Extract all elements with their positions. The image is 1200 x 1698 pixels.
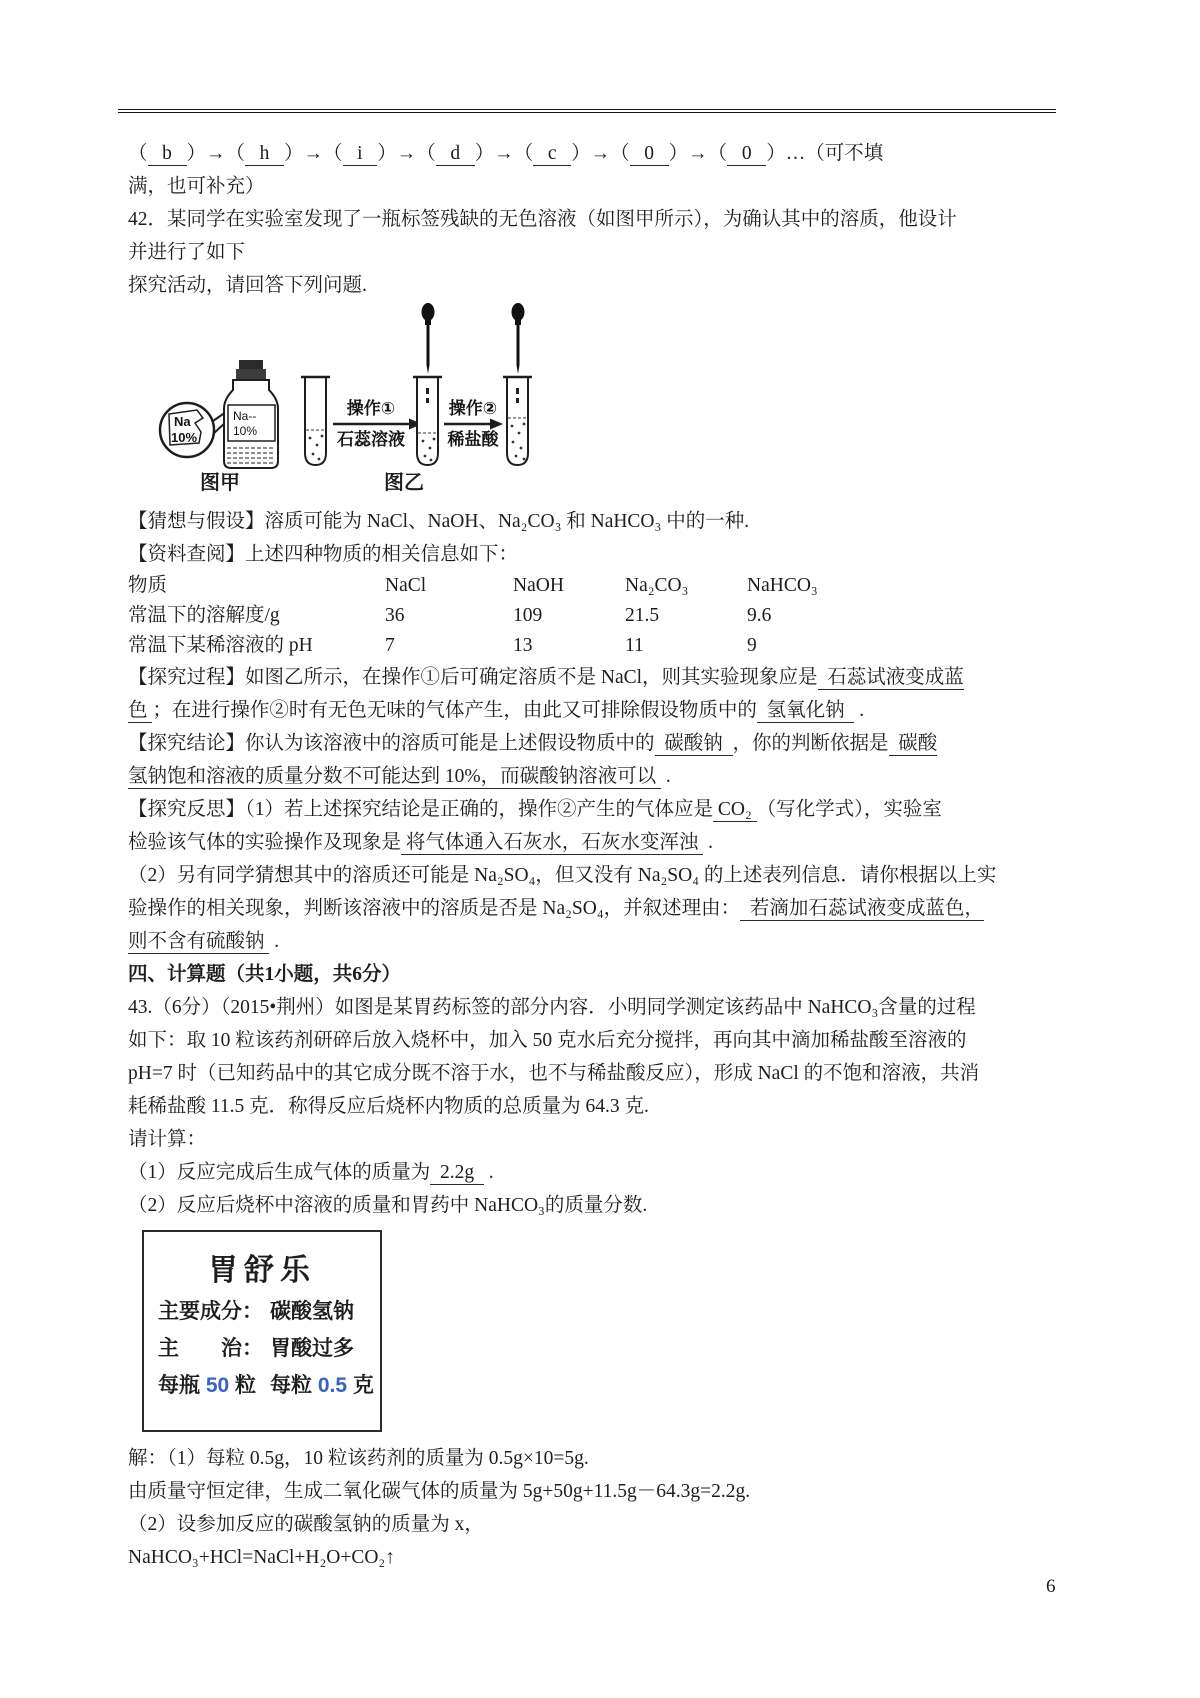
operation-2-reagent-label: 稀盐酸 (447, 430, 499, 449)
text-segment: 碳酸 (888, 733, 938, 754)
table-cell: 36 (385, 605, 405, 626)
text-segment: 50 (205, 1374, 230, 1397)
magnifier-icon (160, 403, 226, 457)
operation-1-arrow (333, 398, 422, 449)
text-segment: 0 (727, 143, 767, 164)
table-cell: NaCl (385, 575, 427, 596)
text-segment: h (245, 143, 285, 164)
table-cell: 109 (513, 605, 543, 626)
q42-reflect-line5 (128, 925, 1033, 958)
text-segment: . (703, 832, 714, 853)
page-number: 6 (1046, 1576, 1056, 1597)
text-segment: （写化学式），实验室 (756, 799, 942, 820)
q43-body-line4: 耗稀盐酸 11.5 克．称得反应后烧杯内物质的总质量为 64.3 克. (128, 1096, 649, 1117)
drug-label-value: 胃酸过多 (270, 1337, 354, 1360)
text-segment: 氢钠饱和溶液的质量分数不可能达到 10%，而碳酸钠溶液可以 (128, 766, 661, 787)
table-cell: 21.5 (625, 605, 660, 626)
table-cell: NaOH (513, 575, 564, 596)
experiment-figure-svg (145, 302, 545, 472)
test-tube-2 (413, 377, 442, 465)
text-segment: ）…（可不填 (766, 143, 884, 164)
table-cell: NaHCO₃ (747, 575, 818, 596)
drug-label-row-ingredient (158, 1299, 380, 1325)
text-segment: 石蕊试液变成蓝 (817, 667, 964, 688)
text-segment: ）→（ (474, 143, 534, 164)
table-cell: 物质 (128, 575, 168, 596)
table-row-solubility (128, 601, 1033, 631)
text-segment: . (269, 931, 280, 952)
table-header-row (128, 571, 1033, 601)
text-segment: 每粒 (270, 1374, 318, 1397)
drug-label-key: 主要成分： (158, 1300, 263, 1323)
dropper-2-icon (512, 303, 525, 374)
q42-intro-line1: 42．某同学在实验室发现了一瓶标签残缺的无色溶液（如图甲所示），为确认其中的溶质，他设计 (128, 209, 957, 230)
document-body (128, 137, 1033, 1574)
q42-reflect-line2 (128, 826, 1033, 859)
text-segment: ，你的判断依据是 (732, 733, 889, 754)
q43-question2-line: （2）反应后烧杯中溶液的质量和胃药中 NaHCO₃的质量分数. (128, 1195, 648, 1216)
text-segment: 将气体通入石灰水，石灰水变浑浊 (401, 832, 704, 853)
table-cell: 常温下的溶解度/g (128, 605, 280, 626)
text-segment: 克 (347, 1374, 374, 1397)
substance-info-table (128, 571, 1033, 661)
q42-conclusion-line2 (128, 760, 1033, 793)
text-segment: 0 (629, 143, 669, 164)
q43-body-line2: 如下：取 10 粒该药剂研碎后放入烧杯中，加入 50 克水后充分搅拌，再向其中滴加稀盐酸至溶液的 (128, 1030, 967, 1051)
q42-conclusion-line1 (128, 727, 1033, 760)
text-segment: ；在进行操作②时有无色无味的气体产生，由此又可排除假设物质中的 (152, 700, 757, 721)
q43-body-line1: 43.（6分）（2015•荆州）如图是某胃药标签的部分内容．小明同学测定该药品中 NaHCO₃含量的过程 (128, 997, 976, 1018)
text-segment: ）→（ (571, 143, 630, 164)
figure-caption-yi: 图乙 (384, 472, 424, 494)
text-segment: ）→（ (284, 143, 343, 164)
text-segment: d (435, 143, 475, 164)
text-segment: b (147, 143, 187, 164)
operation-2-label: 操作② (448, 399, 498, 418)
drug-label-key (158, 1373, 270, 1399)
text-segment: 【探究反思】（1）若上述探究结论是正确的，操作②产生的气体应是 (128, 799, 714, 820)
drug-label-value: 碳酸氢钠 (270, 1300, 354, 1323)
test-tube-1 (301, 377, 330, 465)
dropper-1-icon (422, 303, 435, 374)
q43-solution-line2: 由质量守恒定律，生成二氧化碳气体的质量为 5g+50g+11.5g－64.3g=2.2g. (128, 1481, 751, 1502)
text-segment: 【探究过程】如图乙所示，在操作①后可确定溶质不是 NaCl，则其实验现象应是 (128, 667, 818, 688)
text-segment: CO₂ (713, 799, 757, 820)
q43-body-line3: pH=7 时（已知药品中的其它成分既不溶于水，也不与稀盐酸反应），形成 NaCl 的不饱和溶液，共消 (128, 1063, 980, 1084)
q42-reference-line: 【资料查阅】上述四种物质的相关信息如下： (128, 544, 519, 565)
text-segment: 若滴加石蕊试液变成蓝色， (740, 898, 984, 919)
experiment-figure (128, 302, 1033, 505)
q43-ask-line: 请计算： (128, 1129, 207, 1150)
operation-1-label: 操作① (346, 399, 396, 418)
text-segment: 色 (128, 700, 153, 721)
magnifier-label-text: Na (174, 414, 191, 429)
magnifier-percent-text: 10% (171, 430, 198, 445)
q43-question1-line (128, 1156, 1033, 1189)
table-row-ph (128, 631, 1033, 661)
drug-label-value (270, 1373, 374, 1399)
table-cell: 13 (513, 635, 533, 656)
text-segment: . (483, 1162, 494, 1183)
table-cell: 9.6 (747, 605, 772, 626)
medicine-bottle (224, 360, 278, 468)
drug-name-title: 胃舒乐 (208, 1254, 316, 1287)
operation-2-arrow (444, 398, 503, 449)
q42-reflect-line4 (128, 892, 1033, 925)
q43-solution-line3: （2）设参加反应的碳酸氢钠的质量为 x， (128, 1514, 484, 1535)
text-segment: 2.2g (430, 1162, 484, 1183)
text-segment: 每瓶 (158, 1374, 206, 1397)
q42-reflect-line3: （2）另有同学猜想其中的溶质还可能是 Na₂SO₄，但又没有 Na₂SO₄ 的上述表列信息．请你根据以上实 (128, 865, 997, 886)
figure-caption-jia: 图甲 (200, 472, 240, 494)
text-segment: i (342, 143, 378, 164)
text-segment: 0.5 (317, 1374, 348, 1397)
drug-label-row-dose (158, 1373, 380, 1399)
drug-label-box (142, 1230, 382, 1432)
text-segment: 碳酸钠 (654, 733, 733, 754)
text-segment: 验操作的相关现象，判断该溶液中的溶质是否是 Na₂SO₄，并叙述理由： (128, 898, 741, 919)
drug-label-key: 主 治： (158, 1337, 263, 1360)
q43-solution-line1: 解：（1）每粒 0.5g，10 粒该药剂的质量为 0.5g×10=5g. (128, 1448, 589, 1469)
table-cell: Na₂CO₃ (625, 575, 689, 596)
q41-fill-blanks-line2: 满，也可补充） (128, 176, 265, 197)
table-cell: 9 (747, 635, 757, 656)
text-segment: 氢氧化钠 (756, 700, 855, 721)
text-segment: 粒 (229, 1374, 257, 1397)
q42-intro-line2: 并进行了如下 (128, 242, 246, 263)
header-rule (118, 109, 1056, 113)
text-segment: （ (128, 143, 148, 164)
text-segment: c (533, 143, 572, 164)
test-tube-3 (503, 377, 532, 465)
table-cell: 11 (625, 635, 644, 656)
text-segment: 则不含有硫酸钠 (128, 931, 270, 952)
bottle-label-text: Na-- (233, 409, 257, 423)
table-cell: 常温下某稀溶液的 pH (128, 635, 313, 656)
text-segment: . (854, 700, 865, 721)
operation-1-reagent-label: 石蕊溶液 (337, 430, 405, 449)
q42-process-line1 (128, 661, 1033, 694)
text-segment: ）→（ (668, 143, 728, 164)
q42-reflect-line1 (128, 793, 1033, 826)
drug-label-row-indication (158, 1336, 380, 1362)
text-segment: 检验该气体的实验操作及现象是 (128, 832, 402, 853)
text-segment: ）→（ (377, 143, 436, 164)
bottle-percent-text: 10% (233, 424, 258, 438)
section4-title: 四、计算题（共1小题，共6分） (128, 964, 402, 985)
q41-fill-blanks-line1 (128, 137, 1033, 170)
text-segment: ）→（ (186, 143, 246, 164)
q42-process-line2 (128, 694, 1033, 727)
text-segment: （1）反应完成后生成气体的质量为 (128, 1162, 431, 1183)
text-segment: 【探究结论】你认为该溶液中的溶质可能是上述假设物质中的 (128, 733, 655, 754)
table-cell: 7 (385, 635, 395, 656)
q43-solution-line4: NaHCO₃+HCl=NaCl+H₂O+CO₂↑ (128, 1547, 395, 1568)
text-segment: . (661, 766, 671, 787)
q42-intro-line3: 探究活动，请回答下列问题. (128, 275, 367, 296)
q42-guess-line: 【猜想与假设】溶质可能为 NaCl、NaOH、Na₂CO₃ 和 NaHCO₃ 中的一种. (128, 511, 750, 532)
